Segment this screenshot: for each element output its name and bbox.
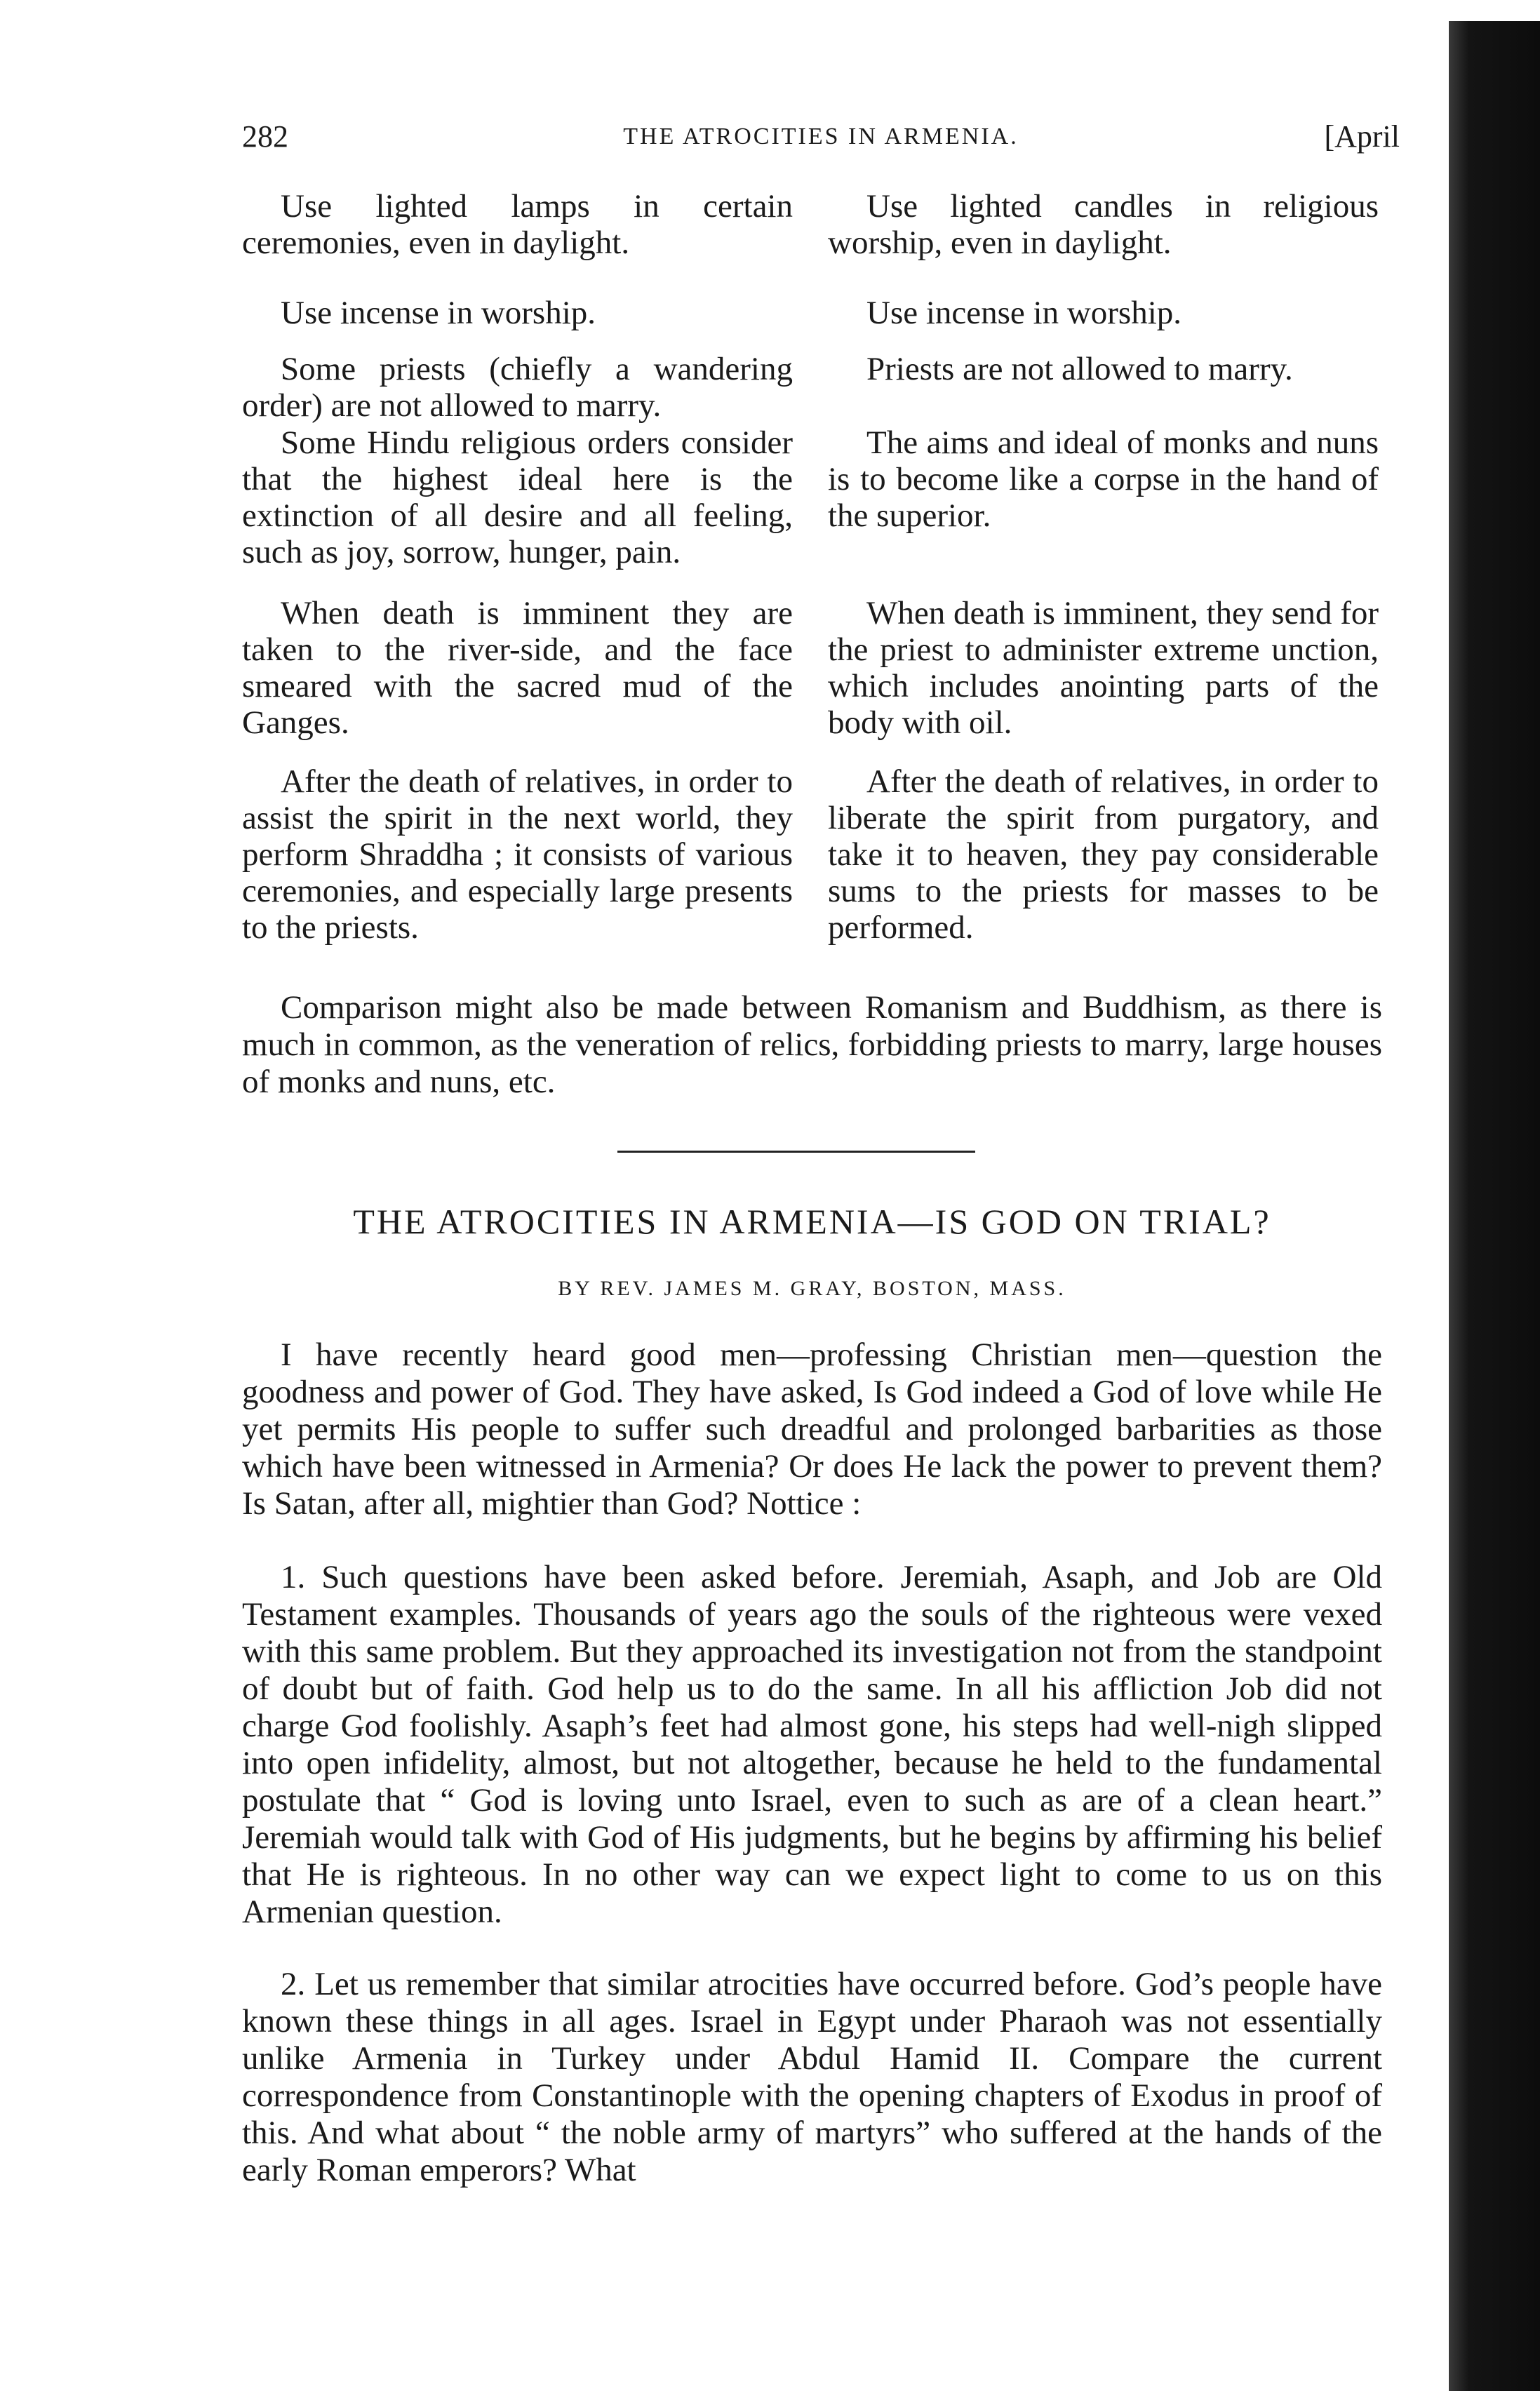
section-divider bbox=[617, 1151, 975, 1153]
comparison-item: Use incense in worship. bbox=[281, 295, 596, 331]
comparison-item: When death is imminent, they send for the priest to administer extreme unction, which includes anointing parts of the body with oil. bbox=[828, 595, 1379, 741]
comparison-item: After the death of relatives, in order to liberate the spirit from purgatory, and take it to heaven, they pay considerable sums to the priests for masses to be performed. bbox=[828, 763, 1379, 946]
closing-paragraph: Comparison might also be made between Romanism and Buddhism, as there is much in common, as the veneration of relics, forbidding priests to marry, large houses of monks and nuns, etc. bbox=[242, 989, 1382, 1100]
running-title: THE ATROCITIES IN ARMENIA. bbox=[623, 123, 1019, 149]
comparison-item: After the death of relatives, in order to assist the spirit in the next world, they perform Shraddha ; it consists of various ceremonies, and especially large presents to the priests. bbox=[242, 763, 793, 946]
comparison-item: Use lighted lamps in certain ceremonies, even in daylight. bbox=[242, 188, 793, 261]
comparison-item: Some priests (chiefly a wandering order) are not allowed to marry. bbox=[242, 351, 793, 424]
scan-edge-shadow bbox=[1449, 21, 1540, 2391]
article-paragraph: 1. Such questions have been asked before. Jeremiah, Asaph, and Job are Old Testament examples. Thousands of years ago the souls of the righteous were vexed with this same problem. But they approached its investigation not from the standpoint of doubt but of faith. God help us to do the same. In all his affliction Job did not charge God foolishly. Asaph’s feet had almost gone, his steps had well-nigh slipped into open infidelity, almost, but not altogether, because he held to the fundamental postulate that “ God is loving unto Israel, even to such as are of a clean heart.” Jeremiah would talk with God of His judgments, but he begins by affirming his belief that He is righteous. In no other way can we expect light to come to us on this Armenian question. bbox=[242, 1559, 1382, 1930]
issue-month: [April bbox=[1324, 119, 1400, 154]
comparison-item: When death is imminent they are taken to the river-side, and the face smeared with the sacred mud of the Ganges. bbox=[242, 595, 793, 741]
comparison-item: Use lighted candles in religious worship, even in daylight. bbox=[828, 188, 1379, 261]
article-paragraph: I have recently heard good men—professing Christian men—question the goodness and power of God. They have asked, Is God indeed a God of love while He yet permits His people to suffer such dreadful and prolonged barbarities as those which have been witnessed in Armenia? Or does He lack the power to prevent them? Is Satan, after all, mightier than God? Nottice : bbox=[242, 1337, 1382, 1522]
comparison-item: The aims and ideal of monks and nuns is to become like a corpse in the hand of the superior. bbox=[828, 424, 1379, 534]
comparison-item: Use incense in worship. bbox=[866, 295, 1182, 331]
article-byline: BY REV. JAMES M. GRAY, BOSTON, MASS. bbox=[558, 1277, 1066, 1300]
running-header bbox=[242, 112, 1400, 161]
comparison-item: Some Hindu religious orders consider that the highest ideal here is the extinction of all desire and all feeling, such as joy, sorrow, hunger, pain. bbox=[242, 424, 793, 570]
comparison-item: Priests are not allowed to marry. bbox=[866, 351, 1293, 387]
article-title: THE ATROCITIES IN ARMENIA—IS GOD ON TRIAL? bbox=[353, 1202, 1271, 1241]
page-number: 282 bbox=[242, 119, 288, 154]
article-paragraph: 2. Let us remember that similar atrocities have occurred before. God’s people have known these things in all ages. Israel in Egypt under Pharaoh was not essentially unlike Armenia in Turkey under Abdul Hamid II. Compare the current correspondence from Constantinople with the opening chapters of Exodus in proof of this. And what about “ the noble army of martyrs” who suffered at the hands of the early Roman emperors? What bbox=[242, 1966, 1382, 2188]
